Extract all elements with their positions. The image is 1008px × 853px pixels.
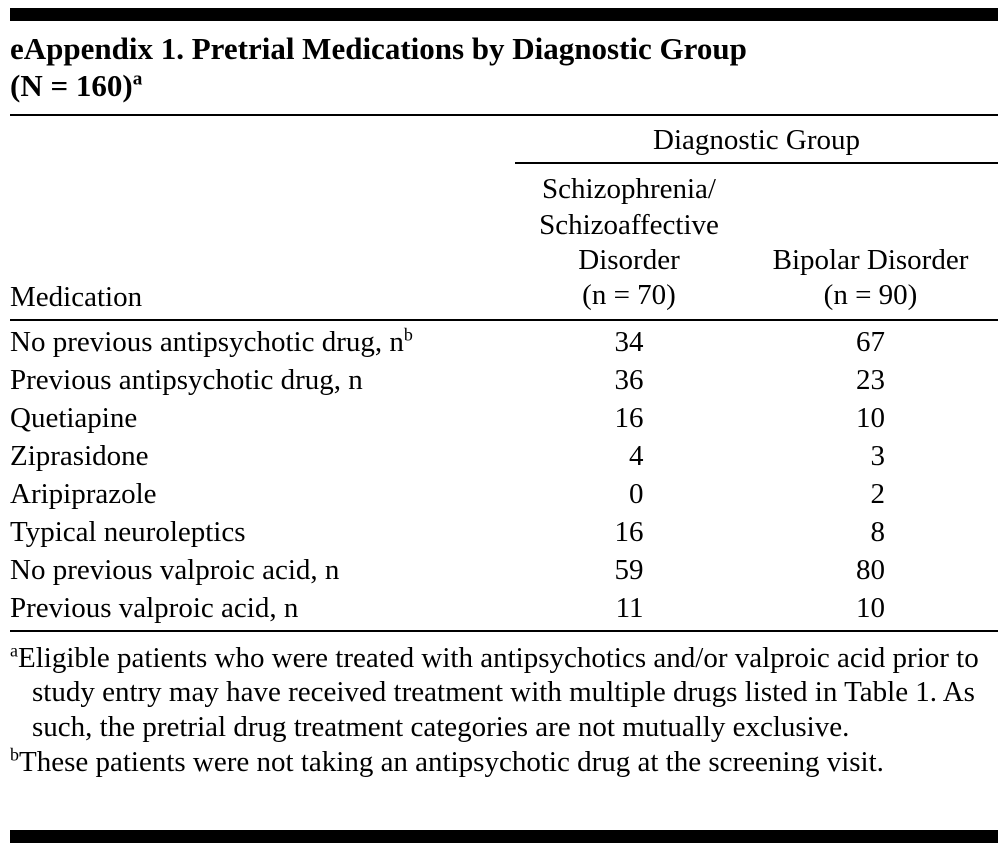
value-cell-bipolar: 10: [856, 401, 885, 434]
table-row: [10, 399, 998, 437]
group-header-row: [10, 122, 998, 164]
table-row: [10, 437, 998, 475]
header-line: Schizophrenia/: [542, 173, 716, 206]
title-line-1: eAppendix 1. Pretrial Medications by Diagnostic Group: [10, 31, 747, 66]
value-cell-schizophrenia: 4: [629, 439, 644, 472]
value-cell-bipolar: 8: [870, 515, 885, 548]
column-header-bipolar: [743, 243, 998, 314]
medication-cell: Aripiprazole: [10, 477, 157, 510]
medication-cell: No previous valproic acid, n: [10, 553, 340, 586]
table-row: [10, 589, 998, 627]
title-line-2: (N = 160): [10, 67, 133, 103]
table-header-row: [10, 164, 998, 321]
table-row: [10, 551, 998, 589]
table-row: [10, 323, 998, 361]
table-body: [10, 321, 998, 632]
medication-cell: No previous antipsychotic drug, $n^b$: [10, 324, 413, 358]
value-cell-schizophrenia: 16: [614, 401, 644, 434]
value-cell-bipolar: 2: [870, 477, 885, 510]
footnote-b: [10, 745, 998, 780]
title-divider: [10, 114, 998, 116]
header-line: (n = 70): [582, 279, 676, 312]
column-header-schizophrenia: [515, 172, 743, 314]
value-cell-bipolar: 10: [856, 591, 885, 624]
value-cell-bipolar: 3: [870, 439, 885, 472]
diagnostic-group-label: Diagnostic Group: [515, 122, 998, 164]
footnote-a-text: Eligible patients who were treated with antipsychotics and/or valproic acid prior to study entry may have received treatment with multiple drugs listed in Table 1. As such, the pretrial drug treatment categories are not mutually exclusive.: [17, 641, 979, 744]
footnote-a: [10, 641, 998, 745]
footnotes: [10, 641, 998, 780]
value-cell-schizophrenia: 34: [614, 325, 644, 358]
table-row: [10, 475, 998, 513]
top-border-bar: [10, 8, 998, 21]
medication-cell: Quetiapine: [10, 401, 138, 434]
value-cell-bipolar: 80: [856, 553, 885, 586]
value-cell-schizophrenia: 11: [615, 591, 644, 624]
value-cell-schizophrenia: 59: [614, 553, 644, 586]
footnote-b-text: These patients were not taking an antipsychotic drug at the screening visit.: [18, 746, 884, 779]
header-line: Disorder: [578, 243, 680, 276]
header-line: Bipolar Disorder: [772, 243, 969, 276]
value-cell-bipolar: 67: [856, 325, 885, 358]
header-line: Schizoaffective: [539, 208, 719, 241]
table-row: [10, 513, 998, 551]
column-header-medication: Medication: [10, 280, 143, 313]
title-superscript: a: [132, 68, 143, 90]
medication-cell: Previous valproic acid, n: [10, 591, 299, 624]
table-row: [10, 361, 998, 399]
table-title: [10, 31, 998, 104]
medication-cell: Previous antipsychotic drug, n: [10, 363, 363, 396]
footnote-b-superscript: b: [10, 744, 19, 765]
value-cell-schizophrenia: 16: [614, 515, 644, 548]
value-cell-schizophrenia: 36: [614, 363, 644, 396]
value-cell-schizophrenia: 0: [629, 477, 644, 510]
header-line: (n = 90): [823, 279, 918, 312]
value-cell-bipolar: 23: [856, 363, 885, 396]
medication-cell: Typical neuroleptics: [10, 515, 246, 548]
row-superscript: b: [403, 324, 413, 344]
medication-cell: Ziprasidone: [10, 439, 149, 472]
bottom-border-bar: [10, 830, 998, 843]
footnote-a-superscript: a: [10, 640, 18, 660]
